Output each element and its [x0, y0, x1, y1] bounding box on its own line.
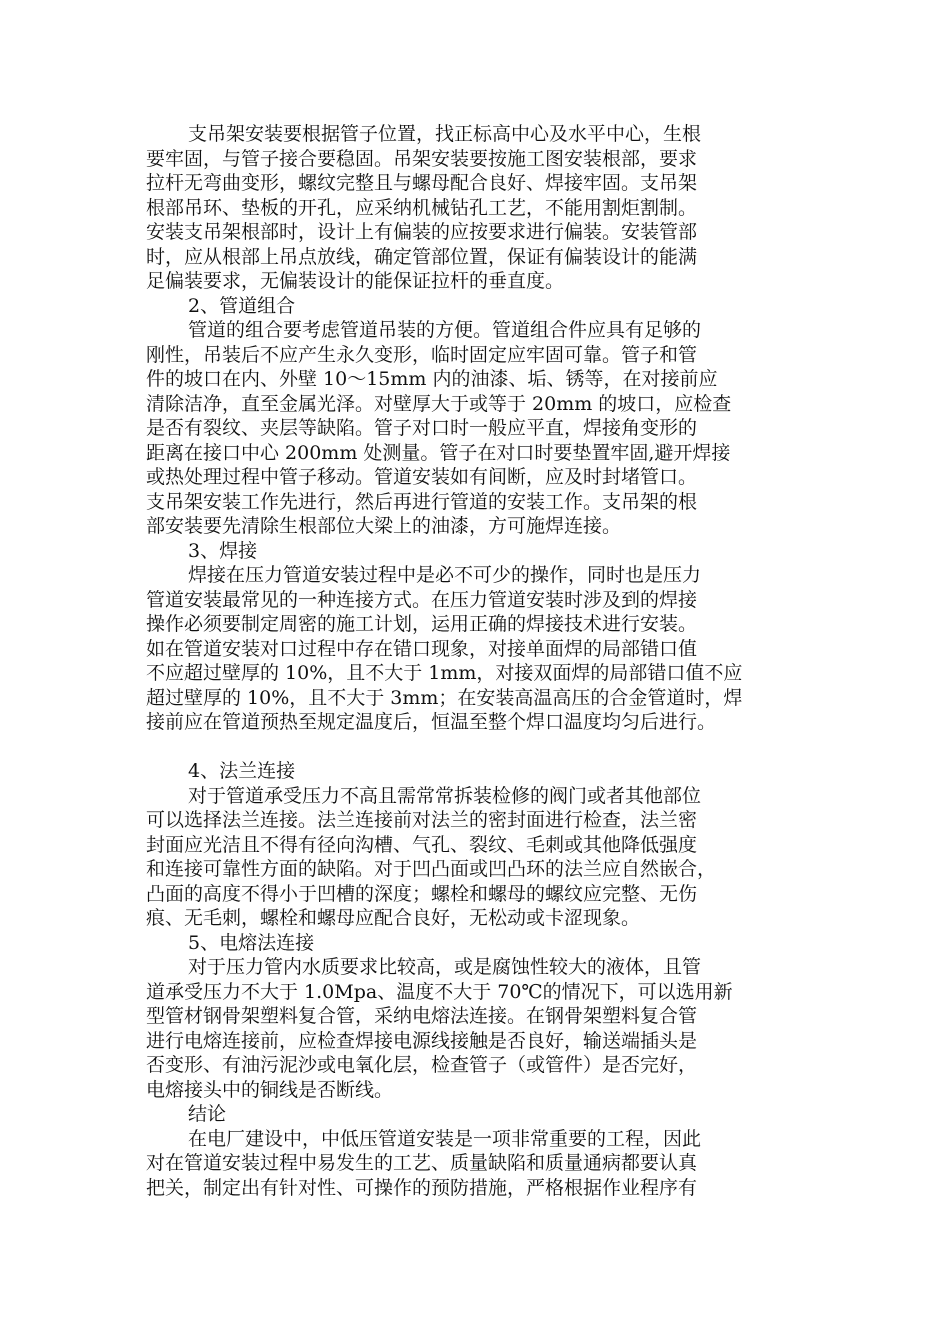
text-line: 2、管道组合 [188, 294, 296, 317]
text-line: 对在管道安装过程中易发生的工艺、质量缺陷和质量通病都要认真 [146, 1152, 698, 1174]
text-line: 安装支吊架根部时，设计上有偏装的应按要求进行偏装。安装管部 [146, 221, 698, 243]
text-line: 如在管道安装对口过程中存在错口现象，对接单面焊的局部错口值 [146, 637, 698, 660]
text-line: 刚性，吊装后不应产生永久变形，临时固定应牢固可靠。管子和管 [146, 343, 698, 366]
text-line: 部安装要先清除生根部位大梁上的油漆，方可施焊连接。 [146, 515, 622, 537]
text-line: 对于压力管内水质要求比较高，或是腐蚀性较大的液体，且管 [188, 956, 702, 978]
text-line: 超过壁厚的 10%，且不大于 3mm；在安装高温高压的合金管道时，焊 [146, 686, 743, 709]
text-line: 时，应从根部上吊点放线，确定管部位置，保证有偏装设计的能满 [146, 245, 698, 268]
text-line: 痕、无毛刺，螺栓和螺母应配合良好，无松动或卡涩现象。 [146, 907, 641, 929]
text-line: 支吊架安装工作先进行，然后再进行管道的安装工作。支吊架的根 [146, 490, 698, 513]
text-line: 对于管道承受压力不高且需常常拆装检修的阀门或者其他部位 [188, 784, 702, 807]
text-line: 根部吊环、垫板的开孔，应采纳机械钻孔工艺，不能用割炬割制。 [146, 196, 698, 219]
text-line: 型管材钢骨架塑料复合管，采纳电熔法连接。在钢骨架塑料复合管 [146, 1005, 698, 1027]
text-line: 管道安装最常见的一种连接方式。在压力管道安装时涉及到的焊接 [146, 588, 698, 611]
document-body [146, 122, 806, 1200]
text-line: 进行电熔连接前，应检查焊接电源线接触是否良好，输送端插头是 [146, 1029, 698, 1052]
text-line: 焊接在压力管道安装过程中是必不可少的操作，同时也是压力 [188, 564, 702, 586]
text-line: 接前应在管道预热至规定温度后，恒温至整个焊口温度均匀后进行。 [146, 711, 717, 733]
text-line: 可以选择法兰连接。法兰连接前对法兰的密封面进行检查，法兰密 [146, 809, 698, 831]
text-line: 4、法兰连接 [188, 760, 296, 782]
text-line: 操作必须要制定周密的施工计划，运用正确的焊接技术进行安装。 [146, 613, 698, 635]
text-line: 支吊架安装要根据管子位置，找正标高中心及水平中心，生根 [188, 123, 702, 145]
text-line: 结论 [188, 1103, 227, 1125]
text-line: 是否有裂纹、夹层等缺陷。管子对口时一般应平直，焊接角变形的 [146, 417, 698, 439]
text-line [146, 735, 806, 760]
text-line: 电熔接头中的铜线是否断线。 [146, 1078, 394, 1101]
text-line: 封面应光洁且不得有径向沟槽、气孔、裂纹、毛刺或其他降低强度 [146, 833, 698, 856]
text-line: 足偏装要求，无偏装设计的能保证拉杆的垂直度。 [146, 270, 565, 292]
text-line: 距离在接口中心 200mm 处测量。管子在对口时要垫置牢固,避开焊接 [146, 441, 731, 464]
text-line: 件的坡口在内、外壁 10～15mm 内的油漆、垢、锈等，在对接前应 [146, 368, 718, 390]
text-line: 把关，制定出有针对性、可操作的预防措施，严格根据作业程序有 [146, 1176, 698, 1199]
text-line: 或热处理过程中管子移动。管道安装如有间断，应及时封堵管口。 [146, 466, 698, 488]
text-line: 在电厂建设中，中低压管道安装是一项非常重要的工程，因此 [188, 1127, 702, 1150]
text-line: 凸面的高度不得小于凹槽的深度；螺栓和螺母的螺纹应完整、无伤 [146, 882, 698, 905]
text-line: 否变形、有油污泥沙或电氧化层，检查管子（或管件）是否完好， [146, 1054, 698, 1076]
text-line: 3、焊接 [188, 539, 258, 562]
text-line: 5、电熔法连接 [188, 931, 315, 954]
text-line: 和连接可靠性方面的缺陷。对于凹凸面或凹凸环的法兰应自然嵌合， [146, 858, 717, 880]
text-line: 要牢固，与管子接合要稳固。吊架安装要按施工图安装根部，要求 [146, 147, 698, 170]
text-line: 拉杆无弯曲变形，螺纹完整且与螺母配合良好、焊接牢固。支吊架 [146, 172, 698, 194]
text-line: 不应超过壁厚的 10%，且不大于 1mm，对接双面焊的局部错口值不应 [146, 662, 743, 684]
text-line: 清除洁净，直至金属光泽。对壁厚大于或等于 20mm 的坡口，应检查 [146, 392, 732, 415]
text-line: 道承受压力不大于 1.0Mpa、温度不大于 70℃的情况下，可以选用新 [146, 980, 733, 1003]
text-line: 管道的组合要考虑管道吊装的方便。管道组合件应具有足够的 [188, 319, 702, 341]
